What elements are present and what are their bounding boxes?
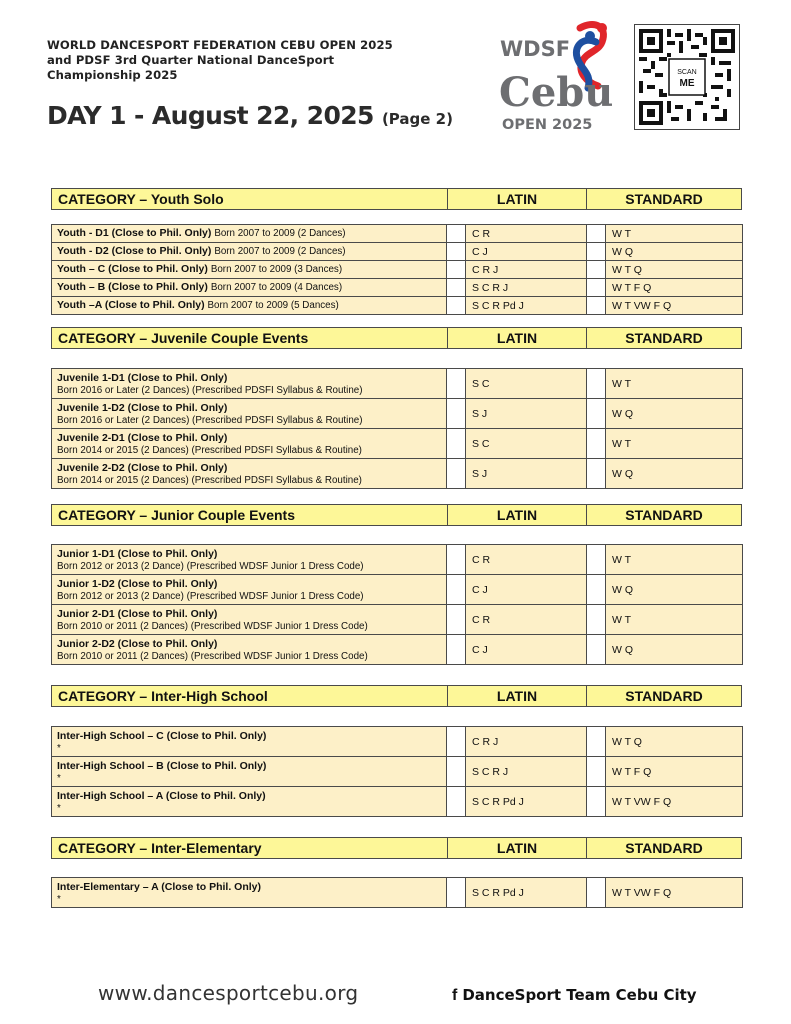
logo-graphic (498, 16, 622, 132)
event-name-cell (52, 261, 447, 278)
event-title: Inter-High School – A (Close to Phil. Only) (57, 789, 266, 802)
latin-gap-cell (447, 297, 466, 314)
standard-dances: W T VW F Q (606, 787, 743, 816)
event-detail: Born 2012 or 2013 (2 Dance) (Prescribed WDSF Junior 1 Dress Code) (57, 560, 364, 572)
standard-column-header: STANDARD (625, 507, 703, 523)
event-detail: * (57, 893, 61, 905)
standard-gap-cell (587, 545, 606, 574)
logo-text-wdsf: WDSF (500, 37, 571, 61)
event-row (52, 605, 743, 635)
latin-dances: S C R Pd J (466, 878, 587, 907)
qr-me-label: ME (679, 78, 695, 89)
standard-gap-cell (587, 787, 606, 816)
standard-gap-cell (587, 878, 606, 907)
latin-dances: C J (466, 635, 587, 664)
latin-gap-cell (447, 369, 466, 398)
standard-dances: W Q (606, 459, 743, 488)
event-detail: * (57, 742, 61, 754)
event-detail: Born 2016 or Later (2 Dances) (Prescribed PDSFI Syllabus & Routine) (57, 384, 363, 396)
event-table-youth-solo (51, 224, 743, 315)
qr-center-box (669, 59, 705, 95)
standard-dances: W T Q (606, 727, 743, 756)
standard-gap-cell (587, 279, 606, 296)
event-name-cell (52, 787, 447, 816)
standard-dances: W Q (606, 635, 743, 664)
standard-dances: W T (606, 225, 743, 242)
event-name-cell (52, 545, 447, 574)
event-row (52, 787, 743, 817)
logo-blue-head (585, 31, 595, 41)
event-detail: Born 2010 or 2011 (2 Dances) (Prescribed WDSF Junior 1 Dress Code) (57, 620, 368, 632)
event-title: Juvenile 1-D2 (Close to Phil. Only) (57, 401, 228, 414)
category-header-junior (51, 504, 742, 526)
event-row (52, 545, 743, 575)
qr-code-graphic (639, 29, 735, 125)
latin-gap-cell (447, 279, 466, 296)
event-title: Youth –A (Close to Phil. Only) (57, 299, 205, 311)
logo-text-open: OPEN 2025 (502, 117, 593, 132)
standard-gap-cell (587, 635, 606, 664)
event-title: Inter-High School – C (Close to Phil. Only) (57, 729, 267, 742)
standard-dances: W T (606, 369, 743, 398)
event-name-cell (52, 369, 447, 398)
day-title (47, 101, 453, 130)
event-row (52, 635, 743, 665)
event-title: Inter-Elementary – A (Close to Phil. Only) (57, 880, 262, 893)
category-title: CATEGORY – Juvenile Couple Events (52, 328, 448, 348)
standard-dances: W Q (606, 243, 743, 260)
event-name-cell (52, 399, 447, 428)
event-title: Junior 2-D2 (Close to Phil. Only) (57, 637, 218, 650)
category-title: CATEGORY – Inter-Elementary (52, 838, 448, 858)
latin-column-header: LATIN (448, 686, 587, 706)
event-title: Juvenile 2-D1 (Close to Phil. Only) (57, 431, 228, 444)
latin-dances: S C R J (466, 757, 587, 786)
standard-column-header: STANDARD (625, 840, 703, 856)
standard-dances: W T F Q (606, 757, 743, 786)
event-row (52, 575, 743, 605)
standard-dances: W T (606, 545, 743, 574)
facebook-f-icon: f (452, 987, 458, 1004)
website-link[interactable]: www.dancesportcebu.org (98, 981, 359, 1005)
organizer-line-1: WORLD DANCESPORT FEDERATION CEBU OPEN 2025 (47, 38, 393, 52)
latin-dances: S C R J (466, 279, 587, 296)
standard-gap-cell (587, 605, 606, 634)
event-row (52, 757, 743, 787)
latin-gap-cell (447, 605, 466, 634)
latin-dances: C J (466, 243, 587, 260)
latin-dances: C R (466, 545, 587, 574)
standard-gap-cell (587, 297, 606, 314)
event-detail: * (57, 772, 61, 784)
event-table-inter-high-school (51, 726, 743, 817)
facebook-page-link[interactable] (452, 986, 697, 1005)
standard-gap-cell (587, 429, 606, 458)
event-title: Juvenile 1-D1 (Close to Phil. Only) (57, 371, 228, 384)
logo-red-head (597, 23, 607, 33)
latin-gap-cell (447, 225, 466, 242)
standard-column-header: STANDARD (625, 191, 703, 207)
latin-dances: S J (466, 459, 587, 488)
event-row (52, 878, 743, 908)
event-row (52, 459, 743, 489)
event-row (52, 225, 743, 243)
event-name-cell (52, 225, 447, 242)
event-detail: Born 2014 or 2015 (2 Dances) (Prescribed PDSFI Syllabus & Routine) (57, 474, 362, 486)
event-title: Inter-High School – B (Close to Phil. Only) (57, 759, 267, 772)
event-detail: Born 2007 to 2009 (3 Dances) (210, 264, 343, 275)
event-detail: Born 2007 to 2009 (5 Dances) (207, 300, 339, 311)
latin-gap-cell (447, 878, 466, 907)
latin-gap-cell (447, 243, 466, 260)
event-name-cell (52, 243, 447, 260)
event-title: Junior 1-D1 (Close to Phil. Only) (57, 547, 218, 560)
latin-dances: C R (466, 225, 587, 242)
latin-dances: S C R Pd J (466, 787, 587, 816)
organizer-line-3: Championship 2025 (47, 68, 178, 82)
event-title: Juvenile 2-D2 (Close to Phil. Only) (57, 461, 228, 474)
event-title: Junior 1-D2 (Close to Phil. Only) (57, 577, 218, 590)
event-name-cell (52, 429, 447, 458)
latin-column-header: LATIN (448, 189, 587, 209)
event-name-cell (52, 459, 447, 488)
standard-dances: W Q (606, 399, 743, 428)
standard-dances: W T VW F Q (606, 878, 743, 907)
event-detail: Born 2010 or 2011 (2 Dances) (Prescribed WDSF Junior 1 Dress Code) (57, 650, 368, 662)
event-row (52, 279, 743, 297)
event-name-cell (52, 279, 447, 296)
event-name-cell (52, 635, 447, 664)
organizer-line-2: and PDSF 3rd Quarter National DanceSport (47, 53, 335, 67)
category-header-inter-elementary (51, 837, 742, 859)
event-row (52, 399, 743, 429)
event-table-juvenile (51, 368, 743, 489)
standard-dances: W T VW F Q (606, 297, 743, 314)
event-detail: Born 2007 to 2009 (2 Dances) (214, 246, 346, 257)
latin-gap-cell (447, 787, 466, 816)
qr-code[interactable] (634, 24, 740, 130)
latin-dances: S C R Pd J (466, 297, 587, 314)
category-header-youth-solo (51, 188, 742, 210)
latin-gap-cell (447, 727, 466, 756)
event-detail: Born 2014 or 2015 (2 Dances) (Prescribed PDSFI Syllabus & Routine) (57, 444, 362, 456)
event-row (52, 297, 743, 315)
event-title: Youth – B (Close to Phil. Only) (57, 281, 208, 293)
event-name-cell (52, 297, 447, 314)
standard-column-header: STANDARD (625, 688, 703, 704)
event-row (52, 429, 743, 459)
standard-dances: W T (606, 429, 743, 458)
standard-gap-cell (587, 369, 606, 398)
event-detail: Born 2007 to 2009 (2 Dances) (214, 228, 346, 239)
latin-gap-cell (447, 575, 466, 604)
latin-gap-cell (447, 757, 466, 786)
event-table-junior (51, 544, 743, 665)
event-name-cell (52, 757, 447, 786)
standard-gap-cell (587, 575, 606, 604)
qr-scan-label: SCAN (677, 69, 697, 76)
latin-gap-cell (447, 545, 466, 574)
standard-gap-cell (587, 261, 606, 278)
latin-dances: S C (466, 429, 587, 458)
standard-dances: W T F Q (606, 279, 743, 296)
event-name-cell (52, 605, 447, 634)
event-detail: * (57, 802, 61, 814)
standard-dances: W T Q (606, 261, 743, 278)
standard-gap-cell (587, 225, 606, 242)
latin-dances: C R J (466, 727, 587, 756)
latin-gap-cell (447, 429, 466, 458)
latin-column-header: LATIN (448, 838, 587, 858)
event-name-cell (52, 878, 447, 907)
latin-dances: S C (466, 369, 587, 398)
event-title: Youth – C (Close to Phil. Only) (57, 263, 208, 275)
latin-column-header: LATIN (448, 328, 587, 348)
standard-column-header: STANDARD (625, 330, 703, 346)
category-title: CATEGORY – Youth Solo (52, 189, 448, 209)
day-date: DAY 1 - August 22, 2025 (47, 101, 374, 130)
event-title: Youth - D1 (Close to Phil. Only) (57, 227, 212, 239)
category-header-inter-high-school (51, 685, 742, 707)
event-row (52, 261, 743, 279)
logo-text-cebu: Cebu (499, 69, 614, 116)
standard-gap-cell (587, 727, 606, 756)
standard-gap-cell (587, 757, 606, 786)
standard-dances: W T (606, 605, 743, 634)
latin-dances: C J (466, 575, 587, 604)
latin-dances: S J (466, 399, 587, 428)
category-title: CATEGORY – Junior Couple Events (52, 505, 448, 525)
event-detail: Born 2007 to 2009 (4 Dances) (210, 282, 343, 293)
event-detail: Born 2012 or 2013 (2 Dance) (Prescribed WDSF Junior 1 Dress Code) (57, 590, 364, 602)
wdsf-cebu-open-logo (498, 16, 622, 132)
event-name-cell (52, 727, 447, 756)
category-title: CATEGORY – Inter-High School (52, 686, 448, 706)
facebook-page-name: DanceSport Team Cebu City (462, 986, 697, 1004)
latin-gap-cell (447, 399, 466, 428)
latin-dances: C R (466, 605, 587, 634)
page-note: (Page 2) (381, 110, 453, 128)
event-detail: Born 2016 or Later (2 Dances) (Prescribed PDSFI Syllabus & Routine) (57, 414, 363, 426)
organizer-heading (47, 38, 467, 83)
event-row (52, 369, 743, 399)
standard-dances: W Q (606, 575, 743, 604)
event-row (52, 727, 743, 757)
latin-dances: C R J (466, 261, 587, 278)
event-table-inter-elementary (51, 877, 743, 908)
category-header-juvenile (51, 327, 742, 349)
standard-gap-cell (587, 459, 606, 488)
event-name-cell (52, 575, 447, 604)
event-title: Youth - D2 (Close to Phil. Only) (57, 245, 212, 257)
standard-gap-cell (587, 399, 606, 428)
latin-column-header: LATIN (448, 505, 587, 525)
latin-gap-cell (447, 261, 466, 278)
latin-gap-cell (447, 459, 466, 488)
event-title: Junior 2-D1 (Close to Phil. Only) (57, 607, 218, 620)
latin-gap-cell (447, 635, 466, 664)
event-row (52, 243, 743, 261)
standard-gap-cell (587, 243, 606, 260)
